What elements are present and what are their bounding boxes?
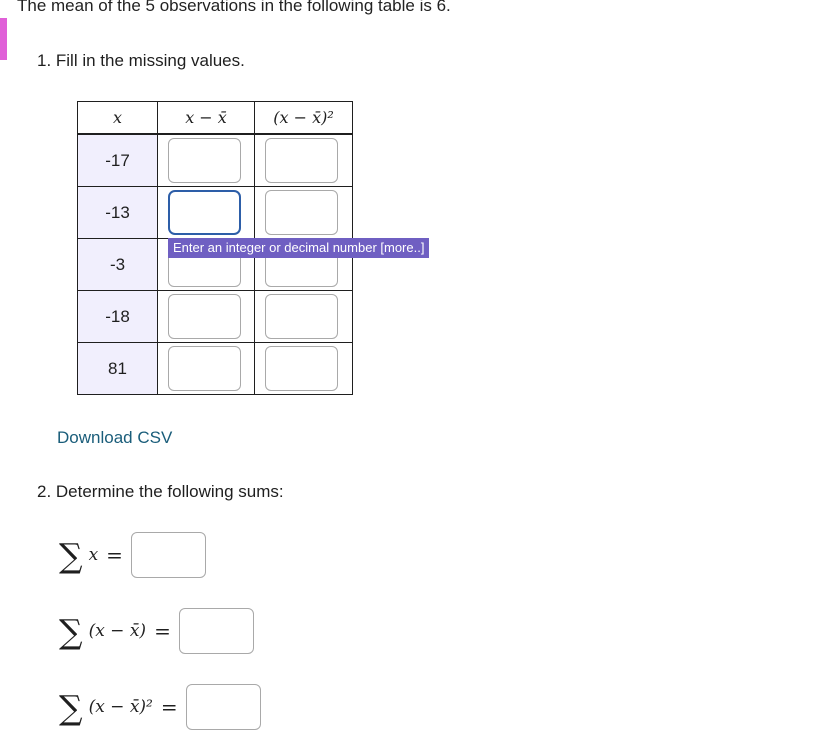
x-value-cell: -3	[78, 239, 158, 291]
x-value-cell: -13	[78, 187, 158, 239]
sum-deviation-expression: (x − x̄)	[88, 621, 147, 641]
table-row	[78, 134, 353, 187]
sigma-symbol: ∑	[59, 611, 83, 651]
sum-squared-deviation-input[interactable]	[186, 684, 261, 730]
table-row	[78, 291, 353, 343]
sum-deviation-row	[59, 608, 254, 654]
deviation-input[interactable]	[168, 138, 241, 183]
squared-deviation-input[interactable]	[265, 346, 338, 391]
table-row	[78, 343, 353, 395]
equals-sign: =	[106, 543, 123, 567]
question-1-label: 1. Fill in the missing values.	[37, 51, 245, 70]
sum-x-expression: x	[88, 545, 99, 565]
squared-deviation-input[interactable]	[265, 294, 338, 339]
x-value-cell: -18	[78, 291, 158, 343]
deviation-input[interactable]	[168, 294, 241, 339]
header-squared-deviation: (x − x̄)²	[255, 102, 353, 135]
download-csv-link[interactable]: Download CSV	[57, 428, 173, 447]
sum-squared-deviation-expression: (x − x̄)²	[88, 697, 153, 717]
input-hint-tooltip[interactable]: Enter an integer or decimal number [more..]	[168, 238, 429, 258]
sigma-symbol: ∑	[59, 687, 83, 727]
equals-sign: =	[160, 695, 178, 719]
deviation-input-focused[interactable]	[168, 190, 241, 235]
question-accent-bar	[0, 18, 7, 60]
sum-x-input[interactable]	[131, 532, 206, 578]
sum-deviation-input[interactable]	[179, 608, 254, 654]
equals-sign: =	[154, 619, 171, 643]
sum-x-row	[59, 532, 206, 578]
question-2-label: 2. Determine the following sums:	[37, 482, 284, 501]
x-value-cell: -17	[78, 134, 158, 187]
sum-squared-deviation-row	[59, 684, 261, 730]
table-row	[78, 187, 353, 239]
squared-deviation-input[interactable]	[265, 190, 338, 235]
x-value-cell: 81	[78, 343, 158, 395]
header-x: x	[78, 102, 158, 135]
table-header-row	[78, 102, 353, 135]
problem-intro: The mean of the 5 observations in the following table is 6.	[17, 0, 451, 15]
sigma-symbol: ∑	[59, 535, 83, 575]
squared-deviation-input[interactable]	[265, 138, 338, 183]
header-x-minus-mean: x − x̄	[158, 102, 255, 135]
deviation-input[interactable]	[168, 346, 241, 391]
